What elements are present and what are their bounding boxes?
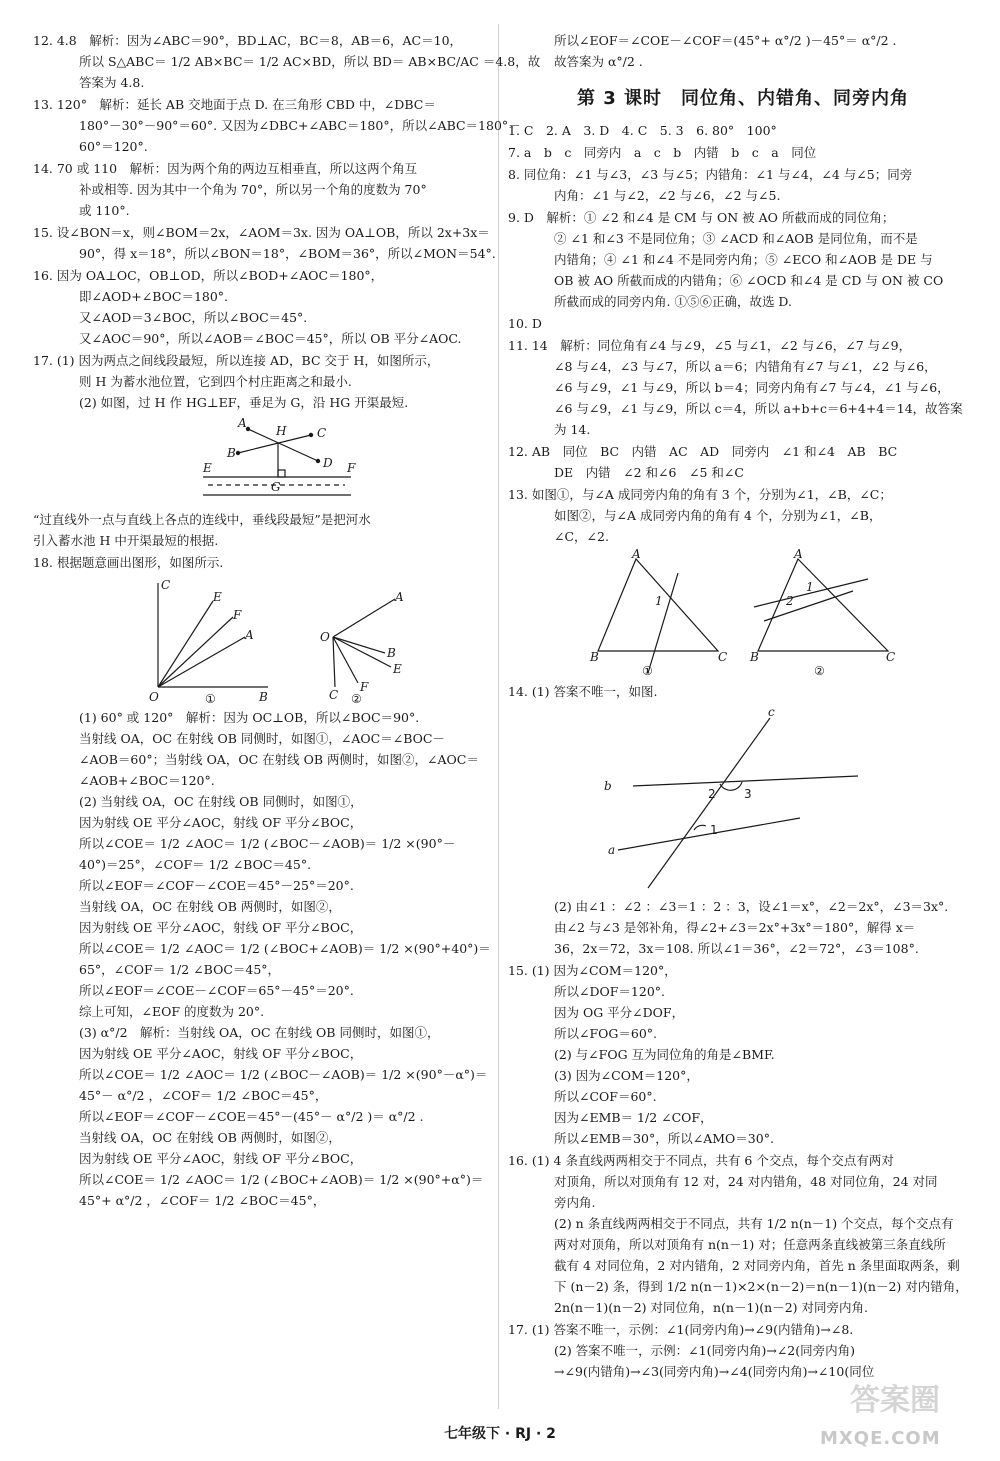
answer-14-part2: (2) 由∠1 ：∠2 ：∠3＝1 ：2 ：3，设∠1＝x°，∠2＝2x°，∠3＝3x°. 由∠2 与∠3 是邻补角，得∠2+∠3＝2x°+3x°＝180°，解得 x＝ 36，2x＝72，3x＝108. 所以∠1＝36°，∠2＝72°，∠3＝108°. [554, 899, 949, 956]
label-A: A [238, 416, 247, 430]
label-H: H [276, 424, 287, 438]
page-footer: 七年级下 · RJ · 2 [444, 1426, 556, 1442]
fig2-label-O: O [320, 630, 330, 644]
angle-1-label: 1 [710, 823, 718, 837]
label-C: C [317, 426, 327, 440]
tri1-label-1: 1 [655, 594, 663, 608]
answer-16-right: 16. (1) 4 条直线两两相交于不同点，共有 6 个交点，每个交点有两对 对顶角，所以对顶角有 12 对，24 对内错角，48 对同位角，24 对同 旁内角. (2) n 条直线两两相交于不同点，共有 1/2 n(n－1) 个交点，每个交点有 两对对顶角，所以对顶角有 n(n－1) 对；任意两条直线被第三条直线所 截有 4 对同位角，2 对内错角，2 对同旁内角，首先 n 条里面取两条，剩 下 (n－2) 条，得到 1/2 n(n－1)×2×(n－2)＝n(n－1)(n－2) 对内错角， 2n(n－1)(n－2) 对同位角，n(n－1)(n－2) 对同旁内角. [508, 1153, 968, 1315]
answer-15-right: 15. (1) 因为∠COM＝120°， 所以∠DOF＝120°. 因为 OG 平分∠DOF， 所以∠FOG＝60°. (2) 与∠FOG 互为同位角的角是∠BMF. (3) 因为∠COM＝120°， 所以∠COF＝60°. 因为∠EMB＝ 1/2 ∠COF， 所以∠EMB＝30°，所以∠AMO＝30°. [508, 963, 775, 1146]
answer-18-parts: (1) 60° 或 120° 解析：因为 OC⊥OB，所以∠BOC＝90°. 当射线 OA，OC 在射线 OB 同侧时，如图①，∠AOC＝∠BOC－ ∠AOB＝60°；当射线 OA，OC 在射线 OB 两侧时，如图②，∠AOC＝ ∠AOB+∠BOC＝120°. (2) 当射线 OA，OC 在射线 OB 同侧时，如图①， 因为射线 OE 平分∠AOC，射线 OF 平分∠BOC， 所以∠COE＝ 1/2 ∠AOC＝ 1/2 (∠BOC－∠AOB)＝ 1/2 ×(90°－ 40°)＝25°，∠COF＝ 1/2 ∠BOC＝45°. 所以∠EOF＝∠COF－∠COE＝45°－25°＝20°. 当射线 OA，OC 在射线 OB 两侧时，如图②， 因为射线 OE 平分∠AOC，射线 OF 平分∠BOC， 所以∠COE＝ 1/2 ∠AOC＝ 1/2 (∠BOC+∠AOB)＝ 1/2 ×(90°+40°)＝ 65°，∠COF＝ 1/2 ∠BOC＝45°， 所以∠EOF＝∠COE－∠COF＝65°－45°＝20°. 综上可知，∠EOF 的度数为 20°. (3) α°/2 解析：当射线 OA，OC 在射线 OB 同侧时，如图①， 因为射线 OE 平分∠AOC，射线 OF 平分∠BOC， 所以∠COE＝ 1/2 ∠AOC＝ 1/2 (∠BOC－∠AOB)＝ 1/2 ×(90°－α°)＝ 45°－ α°/2 ，∠COF＝ 1/2 ∠BOC＝45°， 所以∠EOF＝∠COF－∠COE＝45°－(45°－ α°/2 )＝ α°/2 . 当射线 OA，OC 在射线 OB 两侧时，如图②， 因为射线 OE 平分∠AOC，射线 OF 平分∠BOC， 所以∠COE＝ 1/2 ∠AOC＝ 1/2 (∠BOC+∠AOB)＝ 1/2 ×(90°+α°)＝ 45°+ α°/2 ，∠COF＝ 1/2 ∠BOC＝45°， [79, 710, 491, 1208]
label-F: F [347, 461, 356, 475]
fig2-label-A: A [395, 590, 404, 604]
watermark [820, 1383, 990, 1460]
fig2-label-C: C [329, 688, 339, 702]
tri1-label-C: C [718, 650, 728, 664]
answer-7: 7. a b c 同旁内 a c b 内错 b c a 同位 [508, 145, 817, 160]
answer-14: 14. 70 或 110 解析：因为两个角的两边互相垂直，所以这两个角互 补或相等. 因为其中一个角为 70°，所以另一个角的度数为 70° 或 110°. [33, 161, 427, 218]
tri2-label-A: A [794, 547, 803, 561]
answer-10: 10. D [508, 316, 542, 331]
reservoir-figure [33, 415, 488, 507]
fig1-label-C: C [161, 578, 171, 592]
answers-1-6: 1. C 2. A 3. D 4. C 5. 3 6. 80° 100° [508, 123, 777, 138]
tri1-caption: ① [642, 664, 653, 678]
answer-8: 8. 同位角：∠1 与∠3，∠3 与∠5；内错角：∠1 与∠4，∠4 与∠5；同旁 内角：∠1 与∠2，∠2 与∠6，∠2 与∠5. [508, 167, 913, 203]
answer-12-right: 12. AB 同位 BC 内错 AC AD 同旁内 ∠1 和∠4 AB BC DE 内错 ∠2 和∠6 ∠5 和∠C [508, 444, 898, 480]
line-a-label: a [608, 843, 616, 857]
fig1-label-F: F [233, 608, 242, 622]
tri2-label-C: C [886, 650, 896, 664]
tri1-label-A: A [632, 547, 641, 561]
line-c-label: c [768, 705, 775, 719]
tri2-label-1: 1 [806, 580, 814, 594]
watermark-logo: 答案圈 [850, 1383, 940, 1418]
answer-18-continued: 所以∠EOF＝∠COE－∠COF＝(45°+ α°/2 )－45°＝ α°/2 . 故答案为 α°/2 . [554, 33, 897, 69]
answer-14-right: 14. (1) 答案不唯一，如图. [508, 684, 658, 699]
answer-11: 11. 14 解析：同位角有∠4 与∠9，∠5 与∠1，∠2 与∠6，∠7 与∠9， ∠8 与∠4，∠3 与∠7，所以 a＝6；内错角有∠7 与∠1，∠2 与∠6， ∠6 与∠9，∠1 与∠9，所以 b＝4；同旁内角有∠7 与∠4，∠1 与∠6， ∠6 与∠9，∠1 与∠9，所以 c＝4，所以 a+b+c＝6+4+4＝14，故答案 为 14. [508, 338, 963, 437]
fig2-label-F: F [360, 680, 369, 694]
line-b-label: b [604, 779, 612, 793]
fig1-label-B: B [259, 690, 268, 704]
angle-figures [33, 575, 488, 705]
label-E: E [203, 461, 212, 475]
watermark-url: MXQE.COM [820, 1428, 941, 1449]
transversal-figure [508, 704, 978, 894]
tri2-label-2: 2 [786, 594, 794, 608]
fig1-caption: ① [205, 692, 216, 706]
answer-17-reason: “过直线外一点与直线上各点的连线中，垂线段最短”是把河水 引入蓄水池 H 中开渠最短的根据. [33, 512, 371, 548]
angle-2-label: 2 [708, 787, 716, 801]
answer-16: 16. 因为 OA⊥OC，OB⊥OD，所以∠BOD+∠AOC＝180°， 即∠AOD+∠BOC＝180°. 又∠AOD＝3∠BOC，所以∠BOC＝45°. 又∠AOC＝90°，所以∠AOB＝∠BOC＝45°，所以 OB 平分∠AOC. [33, 268, 462, 346]
label-G: G [271, 480, 281, 494]
fig2-label-E: E [393, 662, 402, 676]
tri2-label-B: B [750, 650, 759, 664]
answer-13-right: 13. 如图①，与∠A 成同旁内角的角有 3 个，分别为∠1，∠B，∠C； 如图②，与∠A 成同旁内角的角有 4 个，分别为∠1，∠B， ∠C，∠2. [508, 487, 892, 544]
answer-17-right: 17. (1) 答案不唯一，示例：∠1(同旁内角)→∠9(内错角)→∠8. (2) 答案不唯一，示例：∠1(同旁内角)→∠2(同旁内角) →∠9(内错角)→∠3(同旁内角)→∠4(同旁内角)→∠10(同位 [508, 1322, 875, 1379]
section-title: 第 3 课时 同位角、内错角、同旁内角 [576, 88, 910, 109]
right-column [508, 30, 978, 1383]
triangle-figures [508, 549, 978, 679]
tri2-caption: ② [814, 664, 825, 678]
angle-3-label: 3 [744, 787, 752, 801]
fig2-label-B: B [387, 646, 396, 660]
label-D: D [323, 456, 333, 470]
answer-9: 9. D 解析：① ∠2 和∠4 是 CM 与 ON 被 AO 所截而成的同位角； ② ∠1 和∠3 不是同位角；③ ∠ACD 和∠AOB 是同位角，而不是 内错角；④ ∠1 和∠4 不是同旁内角；⑤ ∠ECO 和∠AOB 是 DE 与 OB 被 AO 所截而成的内错角；⑥ ∠OCD 和∠4 是 CD 与 ON 被 CO 所截而成的同旁内角. ①⑤⑥正确，故选 D. [508, 210, 944, 309]
answer-13: 13. 120° 解析：延长 AB 交地面于点 D. 在三角形 CBD 中，∠DBC＝ 180°－30°－90°＝60°. 又因为∠DBC+∠ABC＝180°，所以∠ABC＝180°－ 60°＝120°. [33, 97, 521, 154]
label-B: B [227, 446, 236, 460]
answer-12: 12. 4.8 解析：因为∠ABC＝90°，BD⊥AC，BC＝8，AB＝6，AC＝10， 所以 S△ABC＝ 1/2 AB×BC＝ 1/2 AC×BD，所以 BD＝ AB×BC/AC ＝4.8，故 答案为 4.8. [33, 33, 541, 90]
fig1-label-E: E [213, 590, 222, 604]
fig1-label-A: A [245, 628, 254, 642]
fig2-caption: ② [351, 692, 362, 706]
answer-18: 18. 根据题意画出图形，如图所示. [33, 555, 224, 570]
fig1-label-O: O [149, 690, 159, 704]
column-divider [498, 24, 499, 1409]
answer-15: 15. 设∠BON＝x，则∠BOM＝2x，∠AOM＝3x. 因为 OA⊥OB，所以 2x+3x＝ 90°，得 x＝18°，所以∠BON＝18°，∠BOM＝36°，所以∠MON＝54°. [33, 225, 496, 261]
answer-17: 17. (1) 因为两点之间线段最短，所以连接 AD，BC 交于 H，如图所示， 则 H 为蓄水池位置，它到四个村庄距离之和最小. (2) 如图，过 H 作 HG⊥EF，垂足为 G，沿 HG 开渠最短. [33, 353, 440, 410]
tri1-label-B: B [590, 650, 599, 664]
